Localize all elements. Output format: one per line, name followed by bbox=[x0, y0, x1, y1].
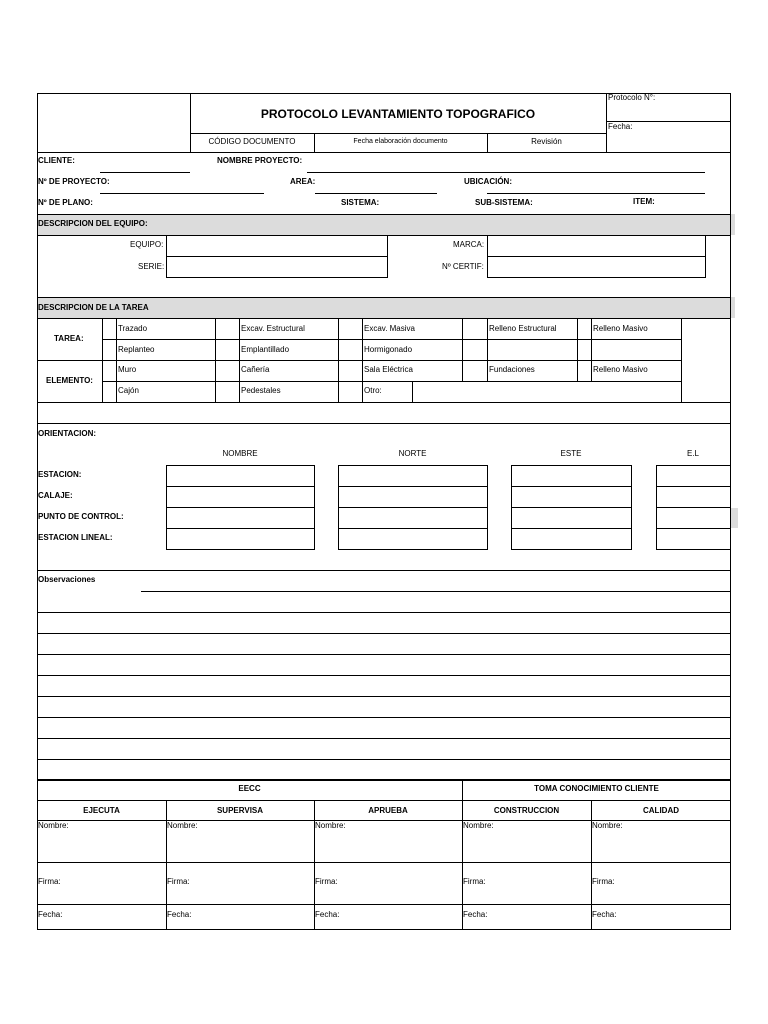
calidad-nombre[interactable]: Nombre: bbox=[592, 821, 623, 830]
option-excav-masiva[interactable]: Excav. Masiva bbox=[364, 324, 415, 333]
row-punto-control: PUNTO DE CONTROL: bbox=[38, 512, 124, 521]
certif-field[interactable] bbox=[487, 256, 706, 278]
col-ejecuta: EJECUTA bbox=[83, 806, 120, 815]
construccion-fecha[interactable]: Fecha: bbox=[463, 910, 488, 919]
option-relleno-estructural[interactable]: Relleno Estructural bbox=[489, 324, 557, 333]
col-este: ESTE bbox=[560, 449, 582, 458]
certif-label: Nº CERTIF: bbox=[442, 262, 484, 271]
col-norte: NORTE bbox=[398, 449, 427, 458]
col-el: E.L bbox=[686, 449, 699, 458]
construccion-nombre[interactable]: Nombre: bbox=[463, 821, 494, 830]
equipo-label: EQUIPO: bbox=[130, 240, 164, 249]
revision-label: Revisión bbox=[531, 137, 562, 146]
n-proyecto-label: Nº DE PROYECTO: bbox=[38, 177, 110, 186]
option-relleno-masivo-1[interactable]: Relleno Masivo bbox=[593, 324, 648, 333]
col-nombre: NOMBRE bbox=[222, 449, 258, 458]
protocolo-label: Protocolo N°: bbox=[608, 93, 656, 102]
option-excav-estructural[interactable]: Excav. Estructural bbox=[241, 324, 305, 333]
row-estacion-lineal: ESTACION LINEAL: bbox=[38, 533, 113, 542]
aprueba-nombre[interactable]: Nombre: bbox=[315, 821, 346, 830]
construccion-firma[interactable]: Firma: bbox=[463, 877, 486, 886]
nombre-proyecto-label: NOMBRE PROYECTO: bbox=[217, 156, 303, 165]
area-label: AREA: bbox=[290, 177, 316, 186]
item-label: ITEM: bbox=[633, 197, 655, 206]
supervisa-firma[interactable]: Firma: bbox=[167, 877, 190, 886]
toma-conocimiento-header: TOMA CONOCIMIENTO CLIENTE bbox=[534, 784, 659, 793]
option-cajon[interactable]: Cajón bbox=[118, 386, 139, 395]
calidad-firma[interactable]: Firma: bbox=[592, 877, 615, 886]
col-supervisa: SUPERVISA bbox=[216, 806, 264, 815]
ejecuta-nombre[interactable]: Nombre: bbox=[38, 821, 69, 830]
col-construccion: CONSTRUCCION bbox=[493, 806, 560, 815]
option-pedestales[interactable]: Pedestales bbox=[241, 386, 281, 395]
cliente-label: CLIENTE: bbox=[38, 156, 75, 165]
option-trazado[interactable]: Trazado bbox=[118, 324, 148, 333]
serie-field[interactable] bbox=[166, 256, 388, 278]
n-plano-label: Nº DE PLANO: bbox=[38, 198, 93, 207]
sub-sistema-label: SUB-SISTEMA: bbox=[475, 198, 533, 207]
supervisa-nombre[interactable]: Nombre: bbox=[167, 821, 198, 830]
col-calidad: CALIDAD bbox=[643, 806, 679, 815]
ejecuta-firma[interactable]: Firma: bbox=[38, 877, 61, 886]
eecc-header: EECC bbox=[238, 784, 261, 793]
calidad-fecha[interactable]: Fecha: bbox=[592, 910, 617, 919]
option-replanteo[interactable]: Replanteo bbox=[118, 345, 155, 354]
aprueba-fecha[interactable]: Fecha: bbox=[315, 910, 340, 919]
aprueba-firma[interactable]: Firma: bbox=[315, 877, 338, 886]
option-emplantillado[interactable]: Emplantillado bbox=[241, 345, 290, 354]
tarea-section-title: DESCRIPCION DE LA TAREA bbox=[38, 303, 149, 312]
supervisa-fecha[interactable]: Fecha: bbox=[167, 910, 192, 919]
tarea-label: TAREA: bbox=[54, 334, 84, 343]
fecha-elaboracion-label: Fecha elaboración documento bbox=[353, 138, 448, 145]
marca-field[interactable] bbox=[487, 235, 706, 257]
elemento-label: ELEMENTO: bbox=[46, 376, 93, 385]
form-title: PROTOCOLO LEVANTAMIENTO TOPOGRAFICO bbox=[260, 107, 536, 121]
option-muro[interactable]: Muro bbox=[118, 365, 137, 374]
sistema-label: SISTEMA: bbox=[341, 198, 380, 207]
observaciones-label: Observaciones bbox=[38, 575, 96, 584]
row-estacion: ESTACION: bbox=[38, 470, 82, 479]
option-fundaciones[interactable]: Fundaciones bbox=[489, 365, 535, 374]
option-sala-electrica[interactable]: Sala Eléctrica bbox=[364, 365, 413, 374]
orientacion-title: ORIENTACION: bbox=[38, 429, 97, 438]
equipo-section-title: DESCRIPCION DEL EQUIPO: bbox=[38, 219, 148, 228]
row-calaje: CALAJE: bbox=[38, 491, 73, 500]
equipo-field[interactable] bbox=[166, 235, 388, 257]
option-caneria[interactable]: Cañería bbox=[241, 365, 270, 374]
codigo-documento-label: CÓDIGO DOCUMENTO bbox=[208, 137, 296, 146]
option-hormigonado[interactable]: Hormigonado bbox=[364, 345, 413, 354]
edge-band bbox=[730, 508, 738, 528]
option-otro[interactable]: Otro: bbox=[364, 386, 382, 395]
header-fecha-label: Fecha: bbox=[608, 122, 633, 131]
ubicacion-label: UBICACIÓN: bbox=[464, 177, 512, 186]
ejecuta-fecha[interactable]: Fecha: bbox=[38, 910, 63, 919]
serie-label: SERIE: bbox=[138, 262, 165, 271]
marca-label: MARCA: bbox=[453, 240, 485, 249]
col-aprueba: APRUEBA bbox=[368, 806, 408, 815]
option-relleno-masivo-2[interactable]: Relleno Masivo bbox=[593, 365, 648, 374]
